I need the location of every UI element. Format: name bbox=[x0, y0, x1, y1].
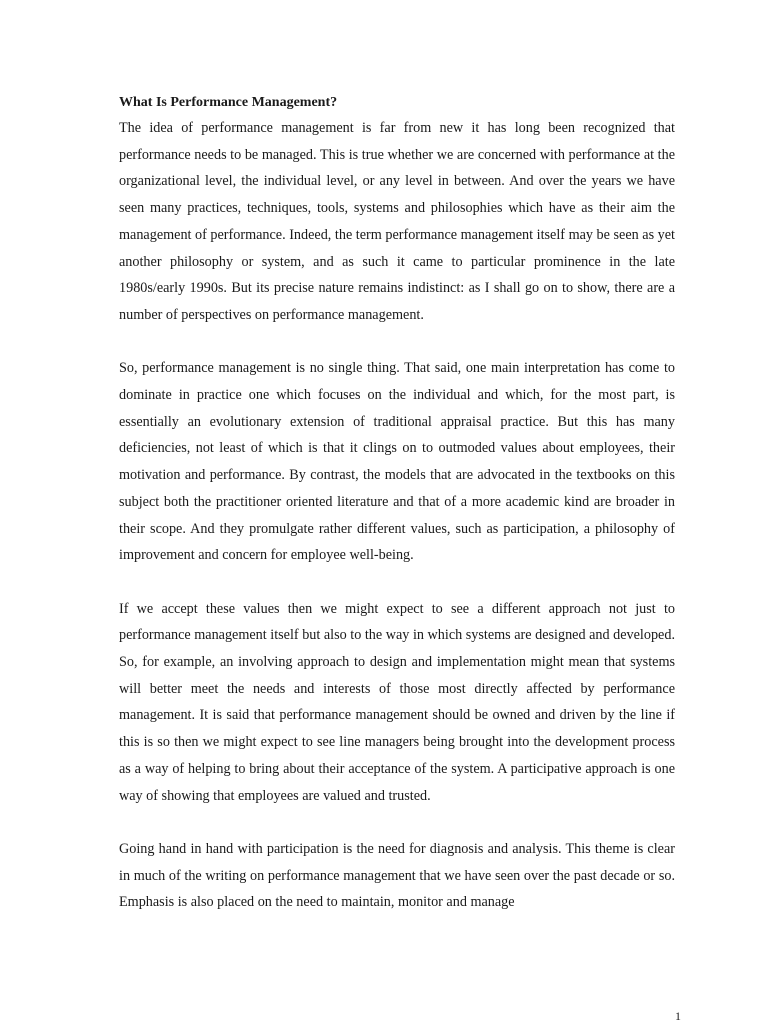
paragraph-spacer bbox=[119, 809, 675, 836]
paragraph-2: So, performance management is no single thing. That said, one main interpretation has come to dominate in practice one which focuses on the individual and which, for the most part, is essentially an evolutionary extension of traditional appraisal practice. But this has many deficiencies, not least of which is that it clings on to outmoded values about employees, their motivation and performance. By contrast, the models that are advocated in the textbooks on this subject both the practitioner oriented literature and that of a more academic kind are broader in their scope. And they promulgate rather different values, such as participation, a philosophy of improvement and concern for employee well-being. bbox=[119, 360, 675, 564]
paragraph-spacer bbox=[119, 329, 675, 356]
page-number: 1 bbox=[675, 1009, 681, 1023]
paragraph-3: If we accept these values then we might expect to see a different approach not just to performance management itself but also to the way in which systems are designed and developed. So, for example, an involving approach to design and implementation might mean that systems will better meet the needs and interests of those most directly affected by performance management. It is said that performance management should be owned and driven by the line if this is so then we might expect to see line managers being brought into the development process as a way of helping to bring about their acceptance of the system. A participative approach is one way of showing that employees are valued and trusted. bbox=[119, 600, 675, 804]
paragraph-4: Going hand in hand with participation is the need for diagnosis and analysis. This theme is clear in much of the writing on performance management that we have seen over the past decade or so. Emphasis is also placed on the need to maintain, monitor and manage bbox=[119, 840, 675, 911]
document-body bbox=[119, 91, 675, 916]
document-title: What Is Performance Management? bbox=[119, 95, 338, 110]
paragraph-1: The idea of performance management is far from new it has long been recognized that performance needs to be managed. This is true whether we are concerned with performance at the organizational level, the individual level, or any level in between. And over the years we have seen many practices, techniques, tools, systems and philosophies which have as their aim the management of performance. Indeed, the term performance management itself may be seen as yet another philosophy or system, and as such it came to particular prominence in the late 1980s/early 1990s. But its precise nature remains indistinct: as I shall go on to show, there are a number of perspectives on performance management. bbox=[119, 120, 675, 323]
paragraph-spacer bbox=[119, 569, 675, 596]
